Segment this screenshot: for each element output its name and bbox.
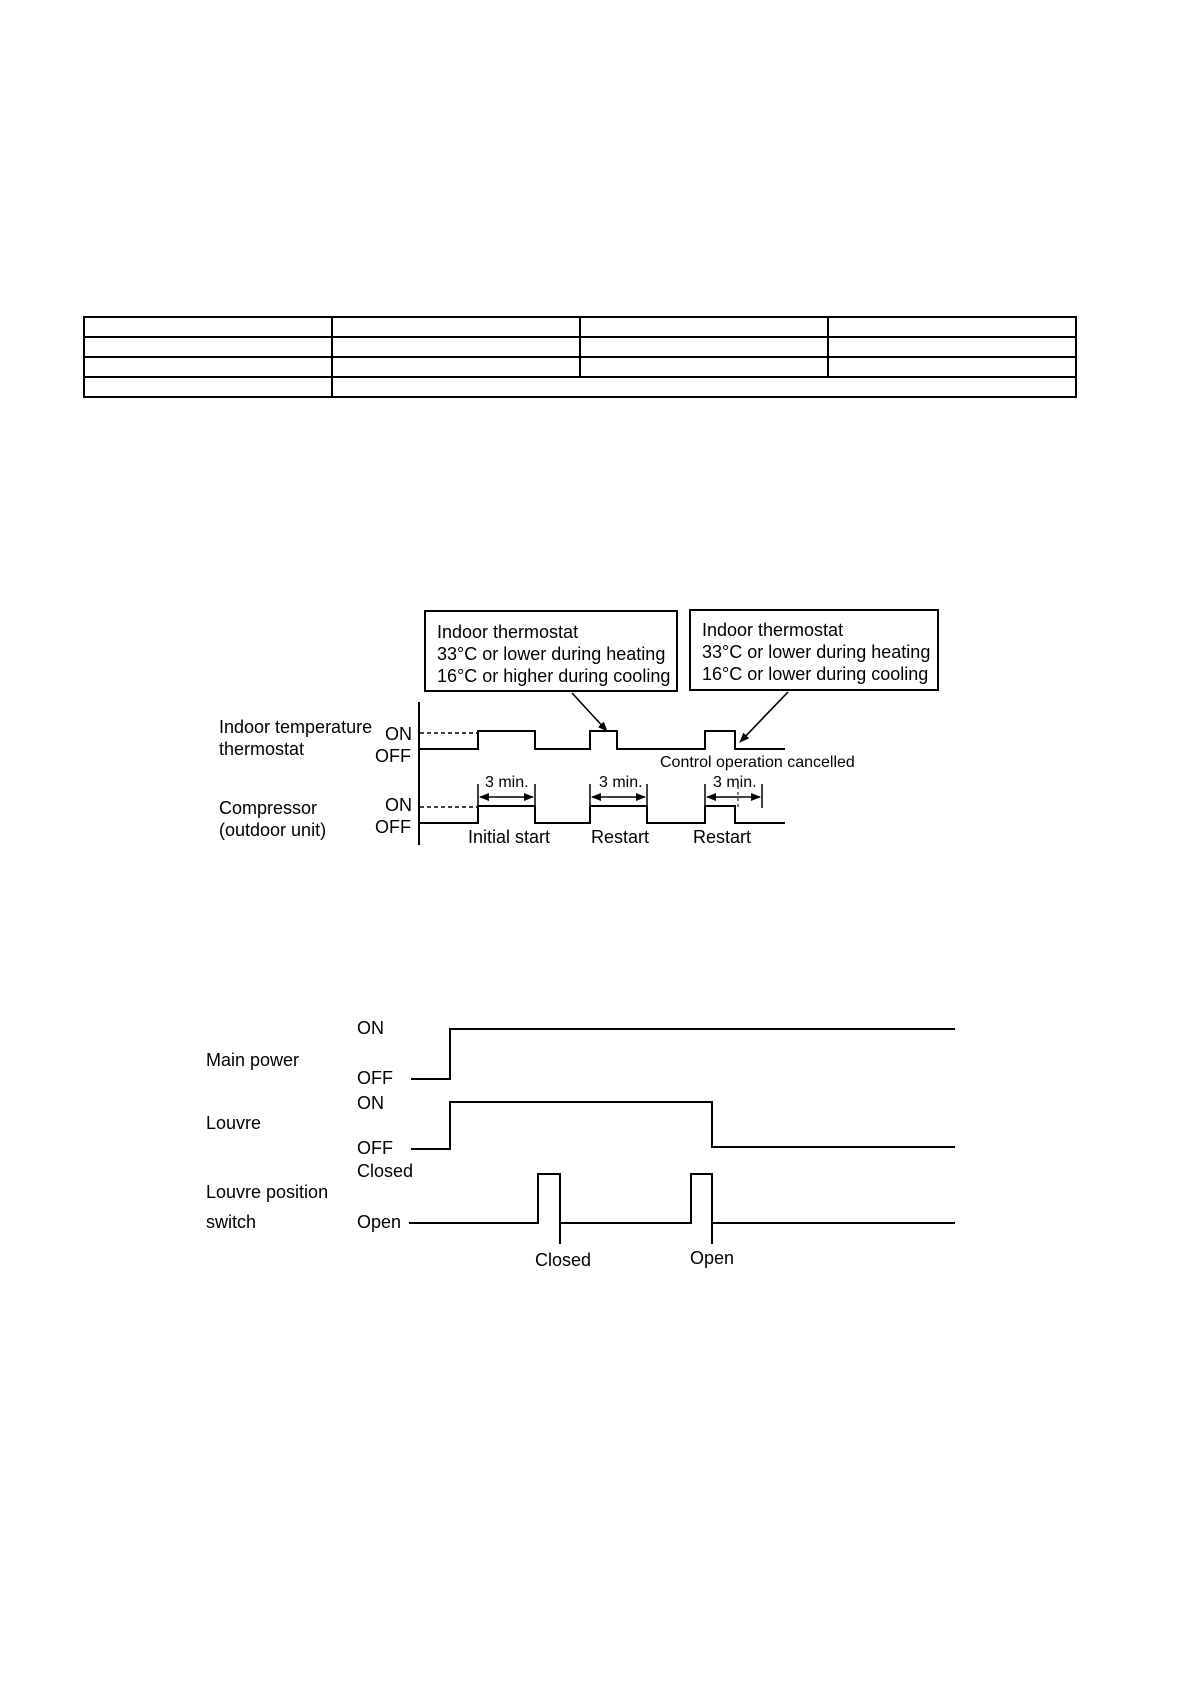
delay2-label: 3 min. bbox=[599, 774, 643, 791]
louvre-label: Louvre bbox=[206, 1113, 262, 1133]
compressor-label-line2: (outdoor unit) bbox=[219, 820, 327, 840]
callout-arrow-right bbox=[740, 692, 788, 742]
compressor-label-line1: Compressor bbox=[219, 798, 318, 818]
thermostat-on-label: ON bbox=[385, 724, 412, 744]
louvre-waveform bbox=[411, 1102, 955, 1149]
event-restart-2: Restart bbox=[693, 827, 752, 847]
event-closed-label: Closed bbox=[535, 1250, 592, 1270]
louvre-timing-diagram bbox=[206, 1018, 955, 1270]
louvre-off-label: OFF bbox=[357, 1138, 393, 1158]
main-power-label: Main power bbox=[206, 1050, 300, 1070]
callout-left-line2: 33°C or lower during heating bbox=[437, 644, 666, 664]
callout-right-line1: Indoor thermostat bbox=[702, 620, 844, 640]
callout-arrow-left bbox=[572, 693, 607, 731]
switch-open-label: Open bbox=[357, 1212, 402, 1232]
callout-left-line3: 16°C or higher during cooling bbox=[437, 666, 671, 686]
event-initial-start: Initial start bbox=[468, 827, 551, 847]
switch-waveform bbox=[409, 1174, 955, 1223]
thermostat-off-label: OFF bbox=[375, 746, 411, 766]
thermostat-label-line1: Indoor temperature bbox=[219, 717, 373, 737]
callout-right-line3: 16°C or lower during cooling bbox=[702, 664, 929, 684]
main-power-off-label: OFF bbox=[357, 1068, 393, 1088]
delay3-label: 3 min. bbox=[713, 774, 757, 791]
callout-right-line2: 33°C or lower during heating bbox=[702, 642, 931, 662]
thermostat-waveform bbox=[420, 731, 785, 749]
delay1-label: 3 min. bbox=[485, 774, 529, 791]
callout-left-line1: Indoor thermostat bbox=[437, 622, 579, 642]
main-power-waveform bbox=[411, 1029, 955, 1079]
switch-label-line1: Louvre position bbox=[206, 1182, 329, 1202]
cancel-note: Control operation cancelled bbox=[660, 754, 855, 771]
event-restart-1: Restart bbox=[591, 827, 650, 847]
event-open-label: Open bbox=[690, 1248, 735, 1268]
compressor-on-label: ON bbox=[385, 795, 412, 815]
thermostat-label-line2: thermostat bbox=[219, 739, 305, 759]
louvre-on-label: ON bbox=[357, 1093, 384, 1113]
main-power-on-label: ON bbox=[357, 1018, 384, 1038]
compressor-off-label: OFF bbox=[375, 817, 411, 837]
compressor-waveform bbox=[420, 806, 785, 823]
switch-closed-label: Closed bbox=[357, 1161, 414, 1181]
switch-label-line2: switch bbox=[206, 1212, 257, 1232]
thermostat-timing-diagram bbox=[219, 610, 938, 847]
